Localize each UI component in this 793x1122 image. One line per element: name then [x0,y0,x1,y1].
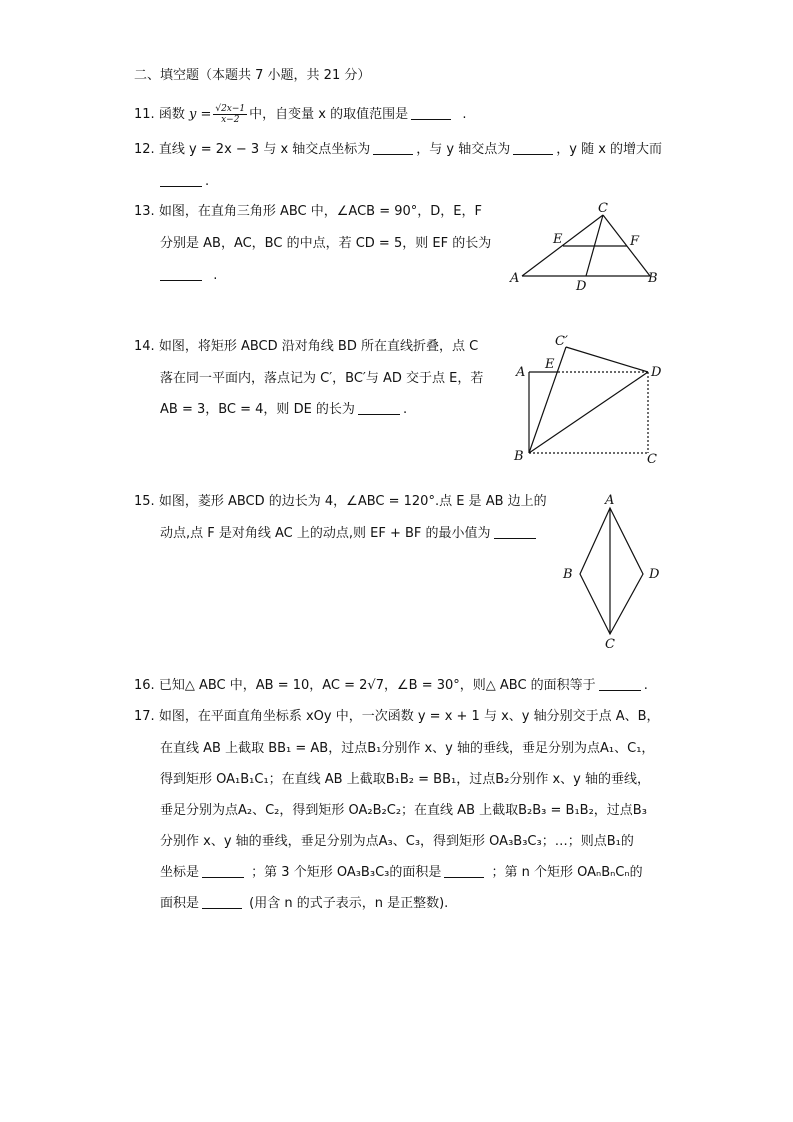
question-17-line-5: 分别作 x、y 轴的垂线，垂足分别为点A₃、C₃，得到矩形 OA₃B₃C₃；…；则点B₁的 [160,834,634,849]
question-text: 如图，在平面直角坐标系 xOy 中，一次函数 y = x + 1 与 x、y 轴分别交于点 A、B， [158,709,660,724]
question-number: 15. [134,494,155,509]
answer-blank-2[interactable] [444,865,484,878]
fraction-denominator: x−2 [221,115,240,125]
question-end: . [213,268,218,283]
answer-blank-3[interactable] [202,896,242,909]
label-a: A [510,271,520,286]
question-text-b: ，与 y 轴交点为 [416,142,511,157]
label-a: A [516,365,526,380]
question-number: 11. [134,107,155,122]
label-c: C [647,452,657,467]
section-title: 二、填空题（本题共 7 小题，共 21 分） [134,68,371,83]
answer-blank[interactable] [599,678,641,691]
question-text-c: ，y 随 x 的增大而 [556,142,663,157]
question-text-mid: 中，自变量 x 的取值范围是 [249,107,409,122]
answer-blank-1[interactable] [202,865,244,878]
question-14-line-2: 落在同一平面内，落点记为 C′，BC′与 AD 交于点 E，若 [160,371,484,386]
question-number: 13. [134,204,155,219]
question-16 [134,677,648,695]
label-d: D [649,567,660,582]
question-end: . [402,402,408,417]
function-y: y = [188,107,212,122]
question-text: 函数 [158,107,189,122]
label-c: C [605,637,615,652]
question-end: . [462,107,467,122]
label-a: A [605,493,615,508]
question-13-line-2: 分别是 AB，AC，BC 的中点，若 CD = 5，则 EF 的长为 [160,236,492,251]
fraction-numerator: √2x−1 [215,104,246,114]
rhombus-abcd [580,508,643,634]
label-c: C [598,201,608,216]
question-number: 17. [134,709,155,724]
question-17-line-6 [160,864,643,882]
question-number: 14. [134,339,155,354]
question-text: 如图，在直角三角形 ABC 中，∠ACB = 90°，D，E，F [158,204,482,219]
question-text-b: ；第 3 个矩形 OA₃B₃C₃的面积是 [251,865,442,880]
question-text: 如图，将矩形 ABCD 沿对角线 BD 所在直线折叠，点 C [158,339,479,354]
question-text: AB = 3，BC = 4，则 DE 的长为 [160,402,355,417]
question-text-a: 面积是 [160,896,200,911]
question-17-line-1 [134,708,660,726]
question-end: . [205,174,210,189]
question-text: 动点,点 F 是对角线 AC 上的动点,则 EF + BF 的最小值为 [160,526,491,541]
question-text-a: 坐标是 [160,865,200,880]
label-f: F [630,234,640,249]
question-number: 16. [134,678,155,693]
label-d: D [576,279,587,294]
question-text: 已知△ ABC 中，AB = 10，AC = 2√7，∠B = 30°，则△ ABC 的面积等于 [158,678,596,693]
question-text-b: (用含 n 的式子表示，n 是正整数). [249,896,449,911]
label-b: B [648,271,658,286]
question-end: . [643,678,648,693]
question-17-line-7 [160,895,448,913]
question-text-c: ；第 n 个矩形 OAₙBₙCₙ的 [491,865,643,880]
label-b: B [563,567,573,582]
question-17-line-2: 在直线 AB 上截取 BB₁ = AB，过点B₁分别作 x、y 轴的垂线，垂足分别为点A₁、C₁， [160,741,655,756]
question-17-line-3: 得到矩形 OA₁B₁C₁；在直线 AB 上截取B₁B₂ = BB₁，过点B₂分别作 x、y 轴的垂线， [160,772,650,787]
label-b: B [514,449,524,464]
question-text: 如图，菱形 ABCD 的边长为 4，∠ABC = 120°.点 E 是 AB 边上的 [158,494,547,509]
question-17-line-4: 垂足分别为点A₂、C₂，得到矩形 OA₂B₂C₂；在直线 AB 上截取B₂B₃ = B₁B₂，过点B₃ [160,803,647,818]
label-e: E [545,357,555,372]
label-c-prime: C′ [555,334,568,349]
label-d: D [651,365,662,380]
question-number: 12. [134,142,155,157]
label-e: E [553,232,563,247]
question-text-a: 直线 y = 2x − 3 与 x 轴交点坐标为 [158,142,371,157]
